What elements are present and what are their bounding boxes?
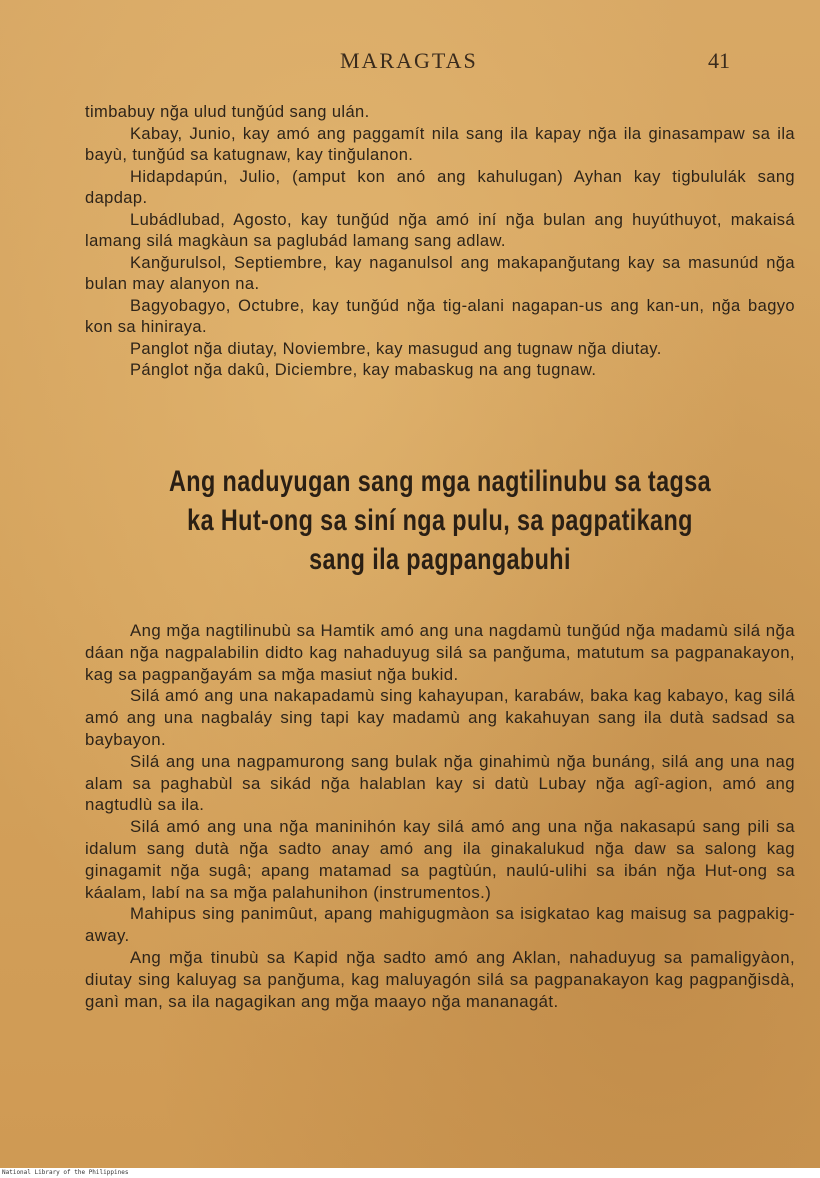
paragraph: Pánglot nğa dakû, Diciembre, kay mabaskug na ang tugnaw. xyxy=(130,361,597,379)
month-names-text xyxy=(85,102,795,382)
paragraph: Kabay, Junio, kay amó ang paggamít nila sang ila kapay nğa ila ginasampaw sa ila bayù, tunğúd sa katugnaw, kay tinğulanon. xyxy=(85,124,795,164)
library-credit: National Library of the Philippines xyxy=(2,1169,129,1176)
footer-strip xyxy=(0,1168,820,1178)
section-heading: Ang naduyugan sang mga nagtilinubu sa tagsa ka Hut-ong sa siní nga pulu, sa pagpatikang sang ila pagpangabuhi xyxy=(168,465,712,576)
paragraph: Kanğurulsol, Septiembre, kay naganulsol ang makapanğutang kay sa masunúd nğa bulan may alanyon na. xyxy=(85,253,795,293)
running-title: MARAGTAS xyxy=(340,48,478,73)
paragraph: Panglot nğa diutay, Noviembre, kay masugud ang tugnaw nğa diutay. xyxy=(130,339,662,358)
paragraph: Bagyobagyo, Octubre, kay tunğúd nğa tig-alani nagapan-us ang kan-un, nğa bagyo kon sa hiniraya. xyxy=(85,296,795,336)
paragraph: Silá amó ang una nğa maninihón kay silá amó ang una nğa nakasapú sang pili sa idalum sang dutà nğa sadto anay amó ang ila ginakalukud nğa daw sa salong kag ginagamit nğa sugâ; apang matamad sa pagtùún, naulú-ulihi sa ibán nğa Hut-ong sa káalam, labí na sa mğa palahunihon (instrumentos.) xyxy=(85,817,795,902)
page-number: 41 xyxy=(708,48,730,73)
paragraph: Mahipus sing panimûut, apang mahigugmàon sa isigkatao kag maisug sa pagpakig-away. xyxy=(85,904,795,946)
paragraph: Silá ang una nagpamurong sang bulak nğa ginahimù nğa bunáng, silá ang una nag alam sa paghabùl sa sikád nğa halablan kay si datù Lubay nğa agî-agion, amó ang nagtudlù sa ila. xyxy=(85,751,795,815)
paragraph: Ang mğa tinubù sa Kapid nğa sadto amó ang Aklan, nahaduyug sa pamaligyàon, diutay sing kaluyag sa panğuma, kag maluyagón silá sa pagpanakayon kag pagpanğisdà, ganì man, sa ila nagagikan ang mğa maayo nğa mananagát. xyxy=(85,947,795,1011)
paragraph: Hidapdapún, Julio, (amput kon anó ang kahulugan) Ayhan kay tigbululák sang dapdap. xyxy=(85,167,795,207)
paragraph: Ang mğa nagtilinubù sa Hamtik amó ang una nagdamù tunğúd nğa madamù silá nğa dáan nğa nagpalabilin didto kag nahaduyug silá sa panğuma, matutum sa pagpanakayon, kag sa pagpanğayám sa mğa masiut nğa bukid. xyxy=(85,621,795,684)
section-body-text xyxy=(85,620,795,1012)
paragraph: timbabuy nğa ulud tunğúd sang ulán. xyxy=(85,103,370,121)
paragraph: Lubádlubad, Agosto, kay tunğúd nğa amó iní nğa bulan ang huyúthuyot, makaisá lamang silá magkàun sa paglubád lamang sang adlaw. xyxy=(85,210,795,250)
paragraph: Silá amó ang una nakapadamù sing kahayupan, karabáw, baka kag kabayo, kag silá amó ang una nagbaláy sing tapi kay madamù ang kakahuyan sang ila dutà sadsad sa baybayon. xyxy=(85,686,795,749)
running-head xyxy=(0,48,820,78)
